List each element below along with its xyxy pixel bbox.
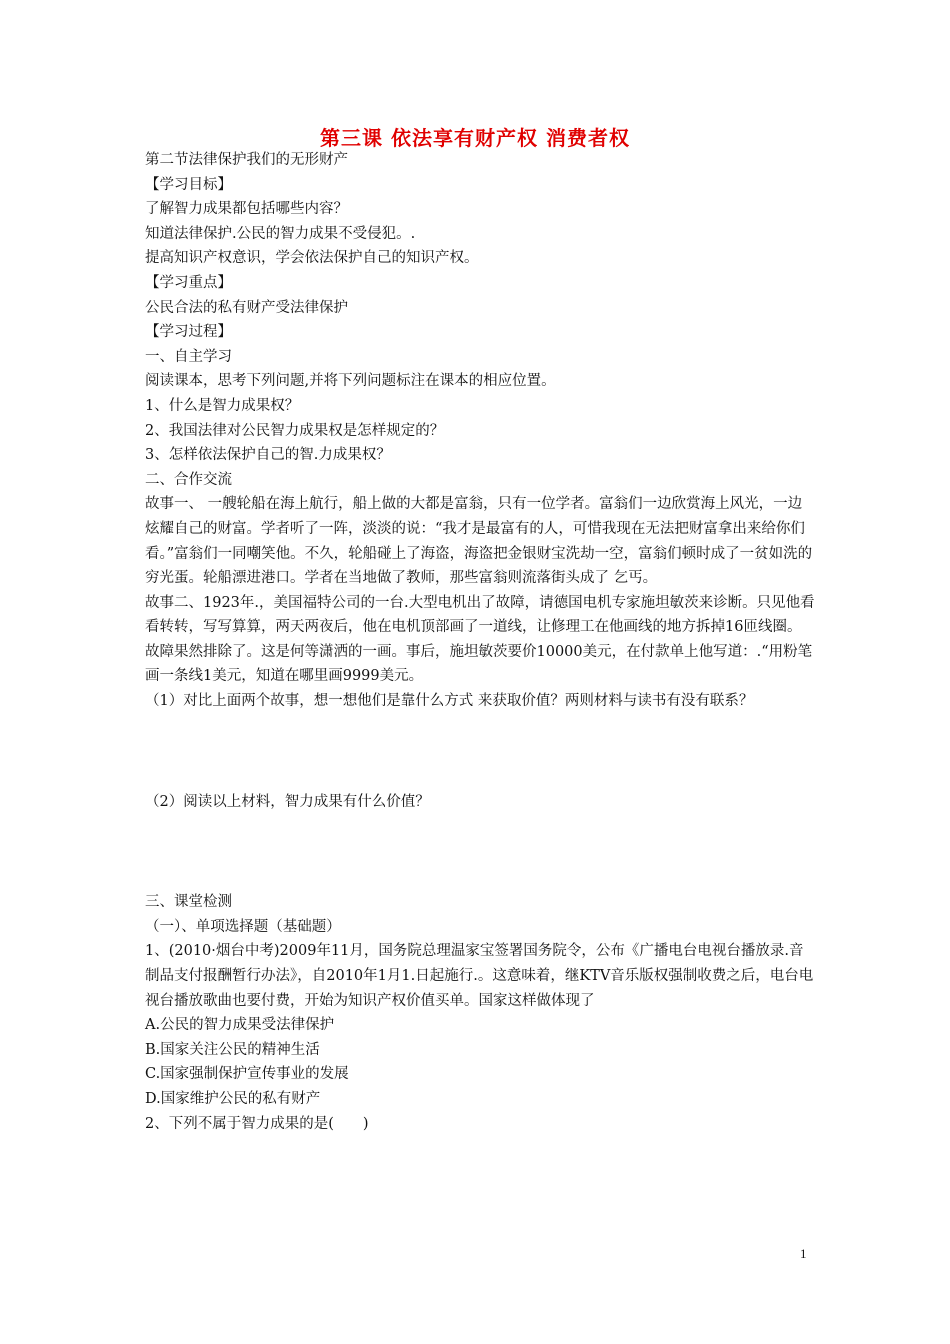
part2-title: 二、合作交流 [145,471,232,488]
question-item: 1、什么是智力成果权？ [145,397,300,414]
part1-intro: 阅读课本，思考下列问题,并将下列问题标注在课本的相应位置。 [145,373,556,390]
goal-item: 提高知识产权意识，学会依法保护自己的知识产权。 [145,250,479,267]
question-item: 3、怎样依法保护自己的智.力成果权？ [145,447,391,464]
goals-header: 【学习目标】 [145,176,232,193]
process-header: 【学习过程】 [145,324,232,341]
choice-option: D.国家维护公民的私有财产 [145,1091,321,1107]
page-number: 1 [800,1246,807,1261]
choice-option: A.公民的智力成果受法律保护 [145,1017,335,1034]
story-one: 故事一、 一艘轮船在海上航行，船上做的大都是富翁，只有一位学者。富翁们一边欣赏海上风光，一边炫耀自己的财富。学者听了一阵，淡淡的说：“我才是最富有的人，可惜我现在无法把财富拿出来给你们看。”富翁们一同嘲笑他。不久，轮船碰上了海盗，海盗把金银财宝洗劫一空，富翁们顿时成了一贫如洗的穷光蛋。轮船漂进港口。学者在当地做了教师，那些富翁则流落街头成了 乞丐。 [145,496,813,587]
choice-option: B.国家关注公民的精神生活 [145,1041,320,1058]
part1-title: 一、自主学习 [145,348,232,365]
answer-space [145,714,815,790]
choice-question-1: 1、(2010·烟台中考)2009年11月，国务院总理温家宝签署国务院令，公布《广播电台电视台播放录.音制品支付报酬暂行办法》，自2010年1月1.日起施行.。这意味着，继KTV音乐版权强制收费之后，电台电视台播放歌曲也要付费，开始为知识产权价值买单。国家这样做体现了 [145,943,814,1009]
discussion-question-2: （2）阅读以上材料，智力成果有什么价值？ [145,793,430,810]
goal-item: 了解智力成果都包括哪些内容？ [145,201,348,218]
story-two: 故事二、1923年.，美国福特公司的一台.大型电机出了故障，请德国电机专家施坦敏茨来诊断。只见他看看转转，写写算算，两天两夜后，他在电机顶部画了一道线，让修理工在他画线的地方拆掉16匝线圈。故障果然排除了。这是何等潇洒的一画。事后，施坦敏茨要价10000美元，在付款单上他写道：.“用粉笔画一条线1美元，知道在哪里画9999美元。 [145,594,815,685]
focus-header: 【学习重点】 [145,274,232,291]
lesson-title: 第三课 依法享有财产权 消费者权 [320,126,630,150]
discussion-question-1: （1）对比上面两个故事，想一想他们是靠什么方式 来获取价值？两则材料与读书有没有联系？ [145,693,754,710]
choice-question-2: 2、下列不属于智力成果的是( ) [145,1115,369,1132]
goal-item: 知道法律保护.公民的智力成果不受侵犯。. [145,225,416,242]
section-heading: 第二节法律保护我们的无形财产 [145,152,348,168]
choice-option: C.国家强制保护宣传事业的发展 [145,1066,349,1083]
answer-space [145,814,815,890]
part3-subtitle: （一）、单项选择题（基础题） [145,918,341,935]
part3-title: 三、课堂检测 [145,894,232,911]
document-body [145,148,815,1136]
focus-text: 公民合法的私有财产受法律保护 [145,299,348,316]
question-item: 2、我国法律对公民智力成果权是怎样规定的？ [145,422,445,439]
